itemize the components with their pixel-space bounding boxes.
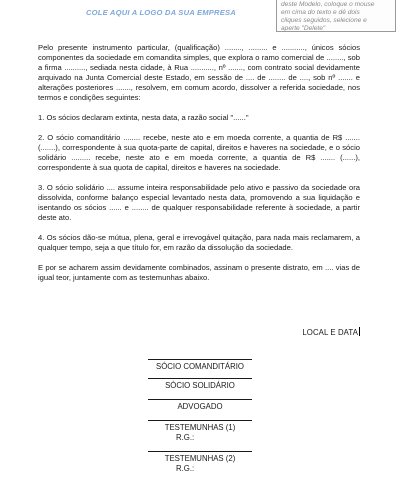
signature-testemunha-1 [0, 420, 400, 443]
instruction-line: em cima do texto e dê dois [281, 9, 360, 16]
signature-label: TESTEMUNHAS (1) [164, 423, 236, 432]
logo-placeholder-text: COLE AQUI A LOGO DA SUA EMPRESA [86, 8, 236, 17]
signature-comanditario [0, 359, 400, 372]
rg-label: R.G.: [176, 464, 195, 473]
signature-line [148, 451, 252, 452]
signature-solidario [0, 378, 400, 391]
instruction-line: aperte "Delete" [281, 25, 326, 32]
signature-line [148, 420, 252, 421]
document-body [38, 43, 360, 293]
local-date-line [302, 327, 360, 337]
signature-testemunha-2 [0, 451, 400, 474]
clause-4: 4. Os sócios dão-se mútua, plena, geral e irrevogável quitação, para nada mais reclamarem, a qualquer tempo, seja a que título for, em razão da dissolução da sociedade. [38, 233, 360, 252]
instruction-line: deste Modelo, coloque o mouse [281, 1, 375, 8]
local-date-text: LOCAL E DATA [302, 328, 358, 337]
clause-3: 3. O sócio solidário .... assume inteira responsabilidade pelo ativo e passivo da sociedade ora dissolvida, conforme balanço especial levantado nesta data, promovendo a sua liquidação e isentando os sócios ...... e ........ de qualquer responsabilidade referente à sociedade, a partir deste ato. [38, 183, 360, 222]
instruction-line: cliques seguidos, selecione e [281, 17, 367, 24]
signature-label: ADVOGADO [177, 402, 223, 411]
closing-paragraph: E por se acharem assim devidamente combinados, assinam o presente distrato, em .... vias de igual teor, juntamente com as testemunhas abaixo. [38, 263, 360, 282]
text-cursor [359, 327, 360, 336]
rg-label: R.G.: [176, 433, 195, 442]
signature-line [148, 399, 252, 400]
clause-1: 1. Os sócios declaram extinta, nesta data, a razão social "......" [38, 113, 249, 122]
signature-line [148, 378, 252, 379]
signature-label: TESTEMUNHAS (2) [164, 454, 236, 463]
instruction-box [276, 0, 396, 32]
intro-paragraph: Pelo presente instrumento particular, (qualificação) ........, ......... e ..........., únicos sócios componentes da sociedade em comandita simples, que explora o ramo comercial de ........, sob a firma .........., sediada nesta cidade, à Rua ..........., nº ......., com contrato social devidamente arquivado na Junta Comercial deste Estado, em sessão de .... de ........ de ...., sob nº ....... e alterações posteriores ......., resolvem, em comum acordo, dissolver a referida sociedade, nos termos e condições seguintes: [38, 43, 360, 102]
signature-label: SÓCIO SOLIDÁRIO [165, 381, 235, 390]
signature-line [148, 359, 252, 360]
signature-advogado [0, 399, 400, 412]
clause-2: 2. O sócio comanditário ........ recebe, neste ato e em moeda corrente, a quantia de R$ ....... (.......), correspondente à sua quota-parte de capital, direitos e haveres na sociedade, e o sócio solidário ......... recebe, neste ato e em moeda corrente, a quantia de R$ ....... (......), correspondente à sua quota de capital, direitos e haveres na sociedade. [38, 133, 360, 172]
signature-label: SÓCIO COMANDITÁRIO [156, 362, 244, 371]
